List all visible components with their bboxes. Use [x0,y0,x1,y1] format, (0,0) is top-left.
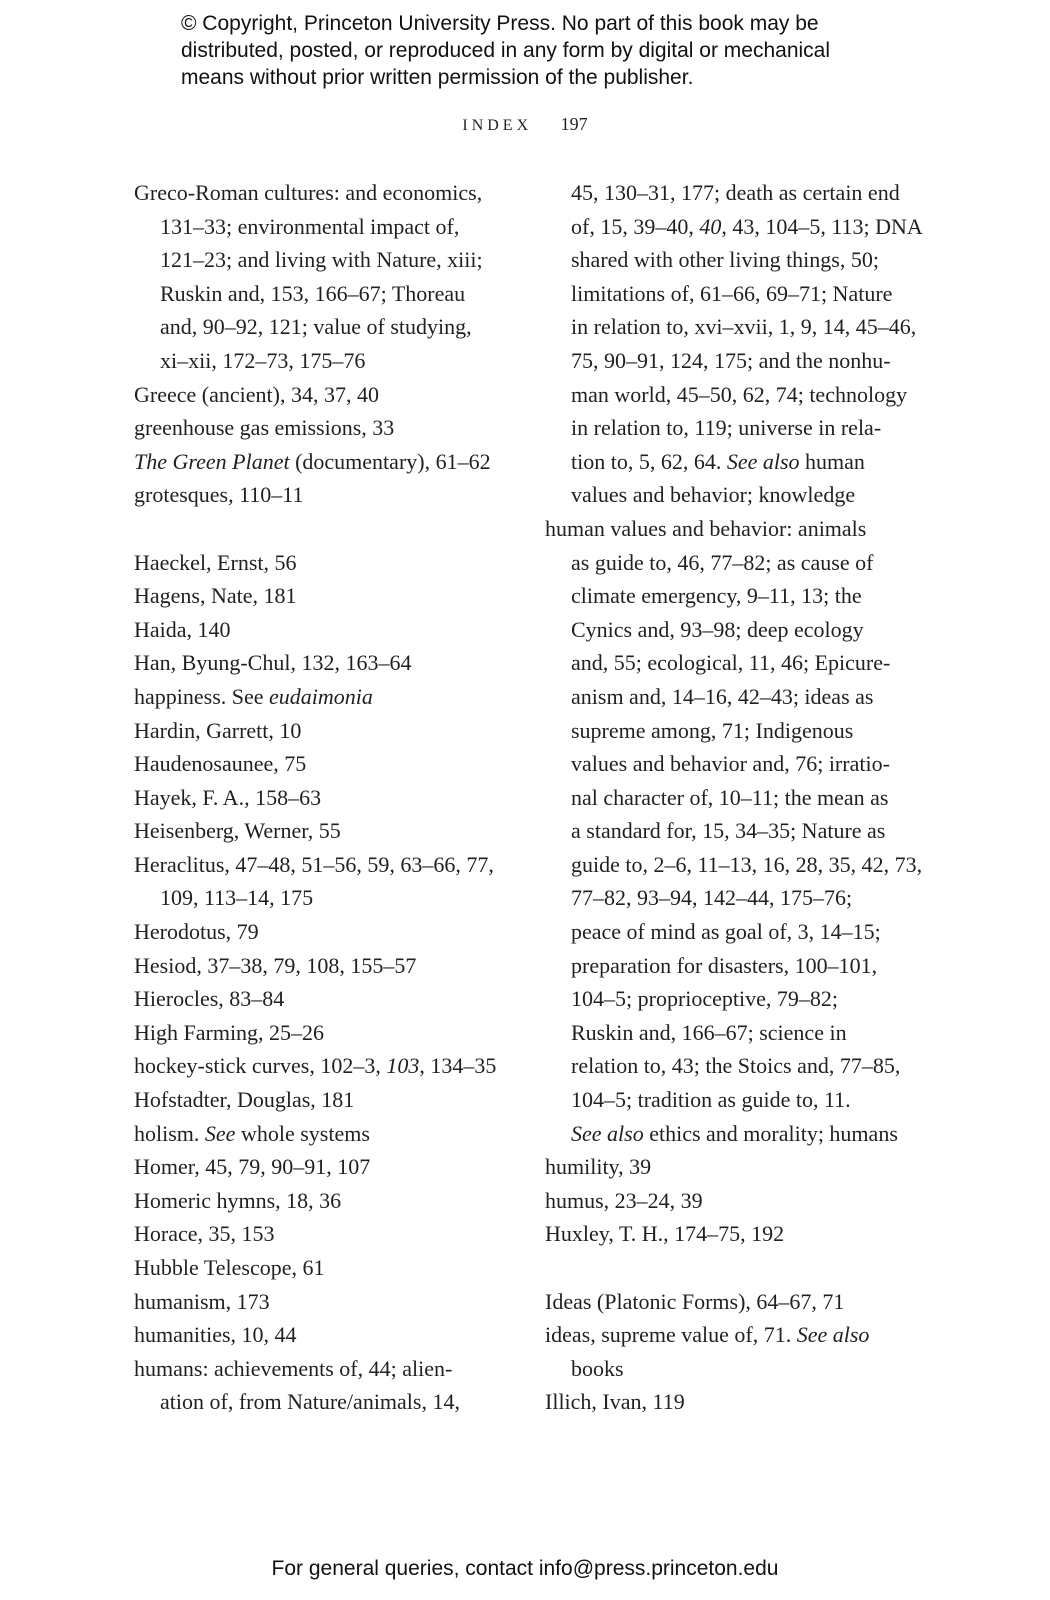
index-line: 104–5; proprioceptive, 79–82; [571,986,839,1012]
index-entry [134,680,514,714]
cross-reference: See [204,1120,236,1146]
running-head [0,114,1050,135]
entry-text: holism. [134,1120,205,1146]
index-line: 77–82, 93–94, 142–44, 175–76; [571,885,853,911]
entry-text: hockey-stick curves, 102–3, [134,1053,387,1079]
index-entry: Illich, Ivan, 119 [545,1389,685,1415]
index-entry: Hofstadter, Douglas, 181 [134,1087,355,1113]
index-line: values and behavior; knowledge [571,482,856,508]
index-entry [134,1352,514,1419]
figure-page-ref: 103 [386,1053,420,1079]
index-column-left [134,176,514,1419]
index-entry: grotesques, 110–11 [134,482,304,508]
cross-reference: eudaimonia [269,683,373,709]
running-head-label: INDEX [462,117,533,134]
index-entry: Han, Byung-Chul, 132, 163–64 [134,650,412,676]
index-column-right [545,176,925,1419]
index-line: climate emergency, 9–11, 13; the [571,583,862,609]
index-entry: Herodotus, 79 [134,919,259,945]
contact-footer: For general queries, contact info@press.princeton.edu [271,1557,779,1580]
index-line: a standard for, 15, 34–35; Nature as [571,818,886,844]
index-line: Greco-Roman cultures: and economics, [134,180,483,205]
index-entry: Greece (ancient), 34, 37, 40 [134,381,379,407]
index-entry: humility, 39 [545,1154,652,1180]
index-line [545,1318,925,1352]
index-entry: Hierocles, 83–84 [134,986,285,1012]
index-line: Cynics and, 93–98; deep ecology [571,616,864,642]
index-line: 75, 90–91, 124, 175; and the nonhu- [571,347,891,373]
entry-text: tion to, 5, 62, 64. [571,448,727,474]
index-line: in relation to, 119; universe in rela- [571,415,882,441]
index-entry [134,445,514,479]
index-entry [545,1318,925,1385]
copyright-notice [181,10,941,91]
entry-text: ideas, supreme value of, 71. [545,1322,797,1348]
entry-text: , 134–35 [419,1053,497,1079]
index-line [545,445,925,479]
index-line: Heraclitus, 47–48, 51–56, 59, 63–66, 77, [134,851,494,877]
index-entry: greenhouse gas emissions, 33 [134,415,395,441]
index-line: Ruskin and, 153, 166–67; Thoreau [160,280,466,306]
italic-title: The Green Planet [134,448,290,474]
index-line: 45, 130–31, 177; death as certain end [571,180,900,205]
index-line: human values and behavior: animals [545,515,867,541]
index-entry: Ideas (Platonic Forms), 64–67, 71 [545,1288,845,1314]
index-line: 131–33; environmental impact of, [160,213,460,239]
index-line: in relation to, xvi–xvii, 1, 9, 14, 45–46, [571,314,917,340]
index-entry [545,512,925,1150]
page-number: 197 [560,114,588,134]
index-entry: High Farming, 25–26 [134,1019,325,1045]
entry-text: (documentary), 61–62 [289,448,491,474]
index-entry: Heisenberg, Werner, 55 [134,818,341,844]
index-line: supreme among, 71; Indigenous [571,717,854,743]
index-entry [134,176,514,378]
entry-text: human [799,448,865,474]
index-entry: humanism, 173 [134,1288,270,1314]
entry-text: , 43, 104–5, 113; DNA [721,213,923,239]
index-line: preparation for disasters, 100–101, [571,952,878,978]
index-entry: Haida, 140 [134,616,231,642]
index-entry: Haudenosaunee, 75 [134,751,307,777]
index-line: ation of, from Nature/animals, 14, [160,1389,460,1415]
cross-reference: See also [571,1120,644,1146]
index-line: limitations of, 61–66, 69–71; Nature [571,280,893,306]
index-entry: Homeric hymns, 18, 36 [134,1187,342,1213]
cross-reference: See also [796,1322,870,1348]
index-entry: Homer, 45, 79, 90–91, 107 [134,1154,371,1180]
index-line: books [571,1355,624,1381]
index-line: anism and, 14–16, 42–43; ideas as [571,683,874,709]
index-line: humans: achievements of, 44; alien- [134,1355,453,1381]
index-line: as guide to, 46, 77–82; as cause of [571,549,874,575]
index-entry: Huxley, T. H., 174–75, 192 [545,1221,785,1247]
index-entry: humus, 23–24, 39 [545,1187,703,1213]
index-entry [134,1117,514,1151]
index-entry: Hayek, F. A., 158–63 [134,784,322,810]
index-entry: Hardin, Garrett, 10 [134,717,302,743]
copyright-line: means without prior written permission of the publisher. [181,66,694,89]
index-line [545,1117,925,1151]
index-entry: Horace, 35, 153 [134,1221,275,1247]
letter-section-gap [134,512,514,546]
index-line: 104–5; tradition as guide to, 11. [571,1087,851,1113]
copyright-line: distributed, posted, or reproduced in any form by digital or mechanical [181,39,831,62]
index-line: values and behavior and, 76; irratio- [571,751,890,777]
copyright-line: © Copyright, Princeton University Press. No part of this book may be [181,12,819,35]
cross-reference: See also [726,448,800,474]
letter-section-gap [545,1251,925,1285]
entry-text: ethics and morality; humans [643,1120,898,1146]
index-entry: Hesiod, 37–38, 79, 108, 155–57 [134,952,417,978]
index-line: and, 90–92, 121; value of studying, [160,314,472,340]
index-line: 109, 113–14, 175 [160,885,314,911]
index-line [545,210,925,244]
entry-text: happiness. See [134,683,270,709]
index-line: peace of mind as goal of, 3, 14–15; [571,919,881,945]
index-line: man world, 45–50, 62, 74; technology [571,381,908,407]
index-line: 121–23; and living with Nature, xiii; [160,247,483,273]
index-entry: Haeckel, Ernst, 56 [134,549,297,575]
index-entry [134,1049,514,1083]
index-line: xi–xii, 172–73, 175–76 [160,347,366,373]
entry-text: of, 15, 39–40, [571,213,700,239]
index-line: shared with other living things, 50; [571,247,879,273]
index-line: relation to, 43; the Stoics and, 77–85, [571,1053,901,1079]
index-line: Ruskin and, 166–67; science in [571,1019,847,1045]
index-entry: Hubble Telescope, 61 [134,1255,325,1280]
index-entry: humanities, 10, 44 [134,1322,297,1348]
index-entry [134,848,514,915]
figure-page-ref: 40 [699,213,722,239]
index-line: guide to, 2–6, 11–13, 16, 28, 35, 42, 73, [571,851,923,877]
index-line: nal character of, 10–11; the mean as [571,784,889,810]
index-entry: Hagens, Nate, 181 [134,583,297,609]
entry-text: whole systems [235,1120,370,1146]
index-line: and, 55; ecological, 11, 46; Epicure- [571,650,891,676]
